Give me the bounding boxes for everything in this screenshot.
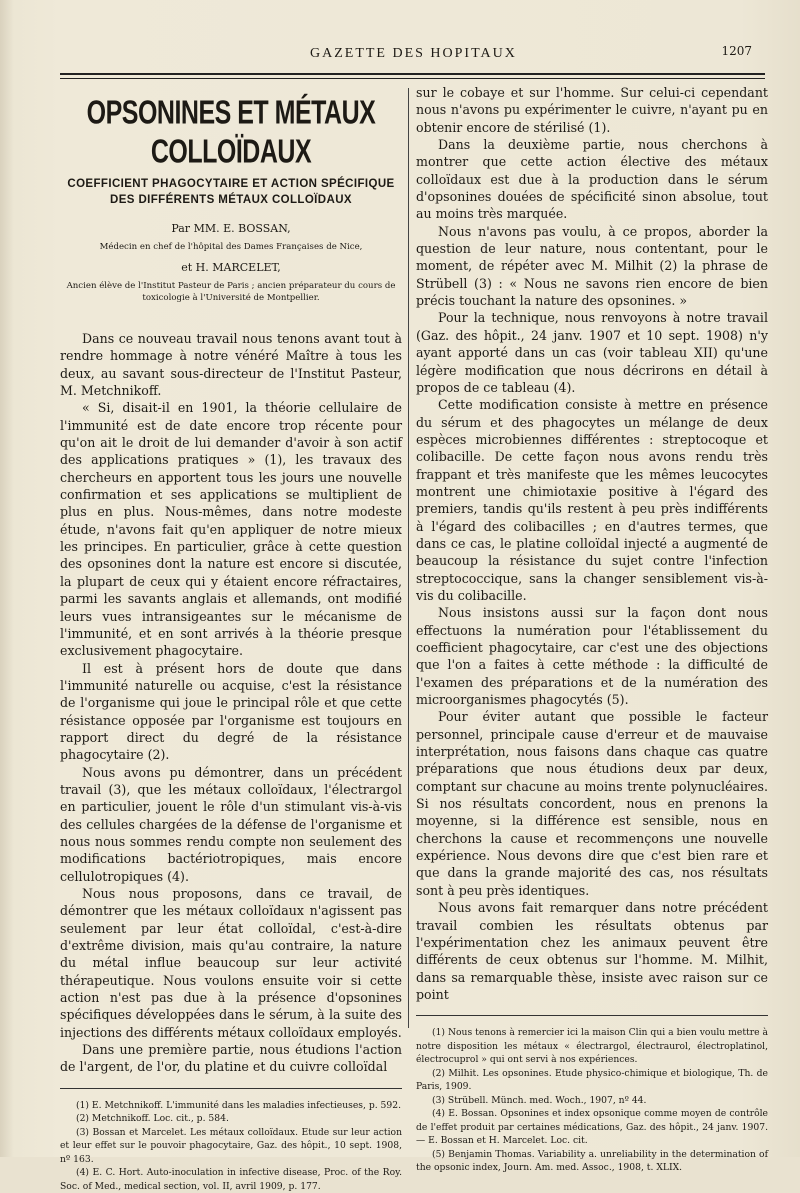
paragraph: Pour la technique, nous renvoyons à notre travail (Gaz. des hôpit., 24 janv. 1907 et 10 sept. 1908) n'y ayant apporté dans un cas (voir tableau XII) qu'une légère modification que nous décrirons en détail à propos de ce tableau (4). bbox=[416, 310, 768, 395]
footnote: (4) E. Bossan. Opsonines et index opsonique comme moyen de contrôle de l'effet produit par certaines médications, Gaz. des hôpit., 24 janv. 1907. — E. Bossan et H. Marcelet. Loc. cit. bbox=[416, 1108, 768, 1147]
article-subtitle-2: DES DIFFÉRENTS MÉTAUX COLLOÏDAUX bbox=[110, 194, 352, 206]
footnote: (3) Bossan et Marcelet. Les métaux colloïdaux. Etude sur leur action et leur effet sur le pouvoir phagocytaire, Gaz. des hôpit., 10 sept. 1908, nº 163. bbox=[60, 1126, 402, 1165]
article-title: OPSONINES ET MÉTAUX COLLOÏDAUX bbox=[86, 93, 376, 171]
affiliation-1: Médecin en chef de l'hôpital des Dames Françaises de Nice, bbox=[99, 242, 363, 252]
column-divider bbox=[408, 88, 409, 1028]
right-body-text bbox=[416, 84, 768, 1003]
paragraph: Nous insistons aussi sur la façon dont nous effectuons la numération pour l'établissement du coefficient phagocytaire, car c'est une des objections que l'on a faites à cette méthode : la difficulté de l'examen des préparations et de la numération des microorganismes phagocytés (5). bbox=[416, 605, 768, 708]
author-2: et H. MARCELET, bbox=[181, 261, 281, 274]
footnote: (3) Strübell. Münch. med. Woch., 1907, nº 44. bbox=[432, 1094, 647, 1106]
footnote: (2) Metchnikoff. Loc. cit., p. 584. bbox=[76, 1113, 229, 1125]
running-title: GAZETTE DES HOPITAUX bbox=[310, 46, 517, 61]
footnote: (2) Milhit. Les opsonines. Etude physico-chimique et biologique, Th. de Paris, 1909. bbox=[416, 1067, 768, 1093]
paragraph: Il est à présent hors de doute que dans l'immunité naturelle ou acquise, c'est la résistance de l'organisme qui joue le principal rôle et que cette résistance opposée par l'organisme est toujours en rapport direct du degré de la résistance phagocytaire (2). bbox=[60, 660, 402, 763]
footnote-rule bbox=[416, 1015, 768, 1016]
footnote-rule bbox=[60, 1088, 402, 1089]
right-column bbox=[416, 84, 768, 1175]
page-number: 1207 bbox=[721, 44, 752, 58]
right-footnotes bbox=[416, 1026, 768, 1175]
paragraph: sur le cobaye et sur l'homme. Sur celui-ci cependant nous n'avons pu expérimenter le cuivre, n'ayant pu en obtenir encore de stérilisé (1). bbox=[416, 85, 768, 135]
affiliation-2: Ancien élève de l'Institut Pasteur de Paris ; ancien préparateur du cours de toxicologie à l'Université de Montpellier. bbox=[66, 281, 396, 303]
paragraph: Nous avons pu démontrer, dans un précédent travail (3), que les métaux colloïdaux, l'électrargol en particulier, jouent le rôle d'un stimulant vis-à-vis des cellules chargées de la défense de l'organisme et nous nous sommes rendu compte non seulement des modifications bactériotropiques, mais encore cellulotropiques (4). bbox=[60, 764, 402, 884]
footnote: (5) Benjamin Thomas. Variability a. unreliability in the determination of the opsonic index, Journ. Am. med. Assoc., 1908, t. XLIX. bbox=[416, 1148, 768, 1174]
header-rule bbox=[60, 73, 765, 75]
article-subtitle-1: COEFFICIENT PHAGOCYTAIRE ET ACTION SPÉCIFIQUE bbox=[67, 178, 395, 190]
left-footnotes bbox=[60, 1099, 402, 1193]
footnote: (1) Nous tenons à remercier ici la maison Clin qui a bien voulu mettre à notre disposition les métaux « électrargol, électraurol, électroplatinol, électrocuprol » qui ont servi à nos expériences. bbox=[416, 1027, 768, 1066]
left-column bbox=[60, 92, 402, 1193]
paragraph: « Si, disait-il en 1901, la théorie cellulaire de l'immunité est de date encore trop récente pour qu'on ait le droit de lui demander d'avoir à son actif des applications pratiques » (1), les travaux des chercheurs en apportent tous les jours une nouvelle confirmation et ses applications se multiplient de plus en plus. Nous-mêmes, dans notre modeste étude, n'avons fait qu'en appliquer de notre mieux les principes. En particulier, grâce à cette question des opsonines dont la nature est encore si discutée, la plupart de ceux qui y étaient encore réfractaires, parmi les savants anglais et allemands, ont modifié leurs vues intransigeantes sur le mécanisme de l'immunité, et en sont arrivés à la théorie presque exclusivement phagocytaire. bbox=[60, 400, 402, 659]
paragraph: Nous avons fait remarquer dans notre précédent travail combien les résultats obtenus par l'expérimentation chez les animaux peuvent être différents de ceux obtenus sur l'homme. M. Milhit, dans sa remarquable thèse, insiste avec raison sur ce point bbox=[416, 900, 768, 1002]
author-1: Par MM. E. BOSSAN, bbox=[171, 222, 291, 235]
left-body-text bbox=[60, 330, 402, 1076]
paragraph: Pour éviter autant que possible le facteur personnel, principale cause d'erreur et de mauvaise interprétation, nous faisons dans chaque cas quatre préparations que nous étudions deux par deux, comptant sur chacune au moins trente polynucléaires. Si nos résultats concordent, nous en prenons la moyenne, si la différence est sensible, nous en cherchons la cause et recommençons une nouvelle expérience. Nous devons dire que c'est bien rare et que dans la grande majorité des cas, nos résultats sont à peu près identiques. bbox=[416, 709, 768, 898]
footnote: (4) E. C. Hort. Auto-inoculation in infective disease, Proc. of the Roy. Soc. of Med., medical section, vol. II, avril 1909, p. 177. bbox=[60, 1167, 402, 1192]
header-rule-thin bbox=[60, 78, 765, 79]
paragraph: Dans une première partie, nous étudions l'action de l'argent, de l'or, du platine et du cuivre colloïdal bbox=[60, 1042, 402, 1075]
paragraph: Dans la deuxième partie, nous cherchons à montrer que cette action élective des métaux colloïdaux est due à la production dans le sérum d'opsonines douées de spécificité sinon absolue, tout au moins très marquée. bbox=[416, 137, 768, 222]
paragraph: Dans ce nouveau travail nous tenons avant tout à rendre hommage à notre vénéré Maître à tous les deux, au savant sous-directeur de l'Institut Pasteur, M. Metchnikoff. bbox=[60, 331, 402, 399]
paragraph: Nous nous proposons, dans ce travail, de démontrer que les métaux colloïdaux n'agissent pas seulement par leur état colloïdal, c'est-à-dire d'extrême division, mais qu'au contraire, la nature du métal influe beaucoup sur leur activité thérapeutique. Nous voulons ensuite voir si cette action n'est pas due à la présence d'opsonines spécifiques développées dans le sérum, à la suite des injections des différents métaux colloïdaux employés. bbox=[60, 886, 402, 1040]
paragraph: Cette modification consiste à mettre en présence du sérum et des phagocytes un mélange de deux espèces microbiennes différentes : streptocoque et colibacille. De cette façon nous avons rendu très frappant et très manifeste que les mêmes leucocytes montrent une chimiotaxie positive à l'égard des premiers, tandis qu'ils restent à peu près indifférents à l'égard des colibacilles ; en d'autres termes, que dans ce cas, le platine colloïdal injecté a augmenté de beaucoup la résistance du sujet contre l'infection streptococcique, sans la changer sensiblement vis-à-vis du colibacille. bbox=[416, 397, 768, 603]
page-header bbox=[60, 44, 760, 70]
paragraph: Nous n'avons pas voulu, à ce propos, aborder la question de leur nature, nous contentant, pour le moment, de répéter avec M. Milhit (2) la phrase de Strübell (3) : « Nous ne savons rien encore de bien précis touchant la nature des opsonines. » bbox=[416, 223, 768, 309]
footnote: (1) E. Metchnikoff. L'immunité dans les maladies infectieuses, p. 592. bbox=[76, 1099, 402, 1111]
